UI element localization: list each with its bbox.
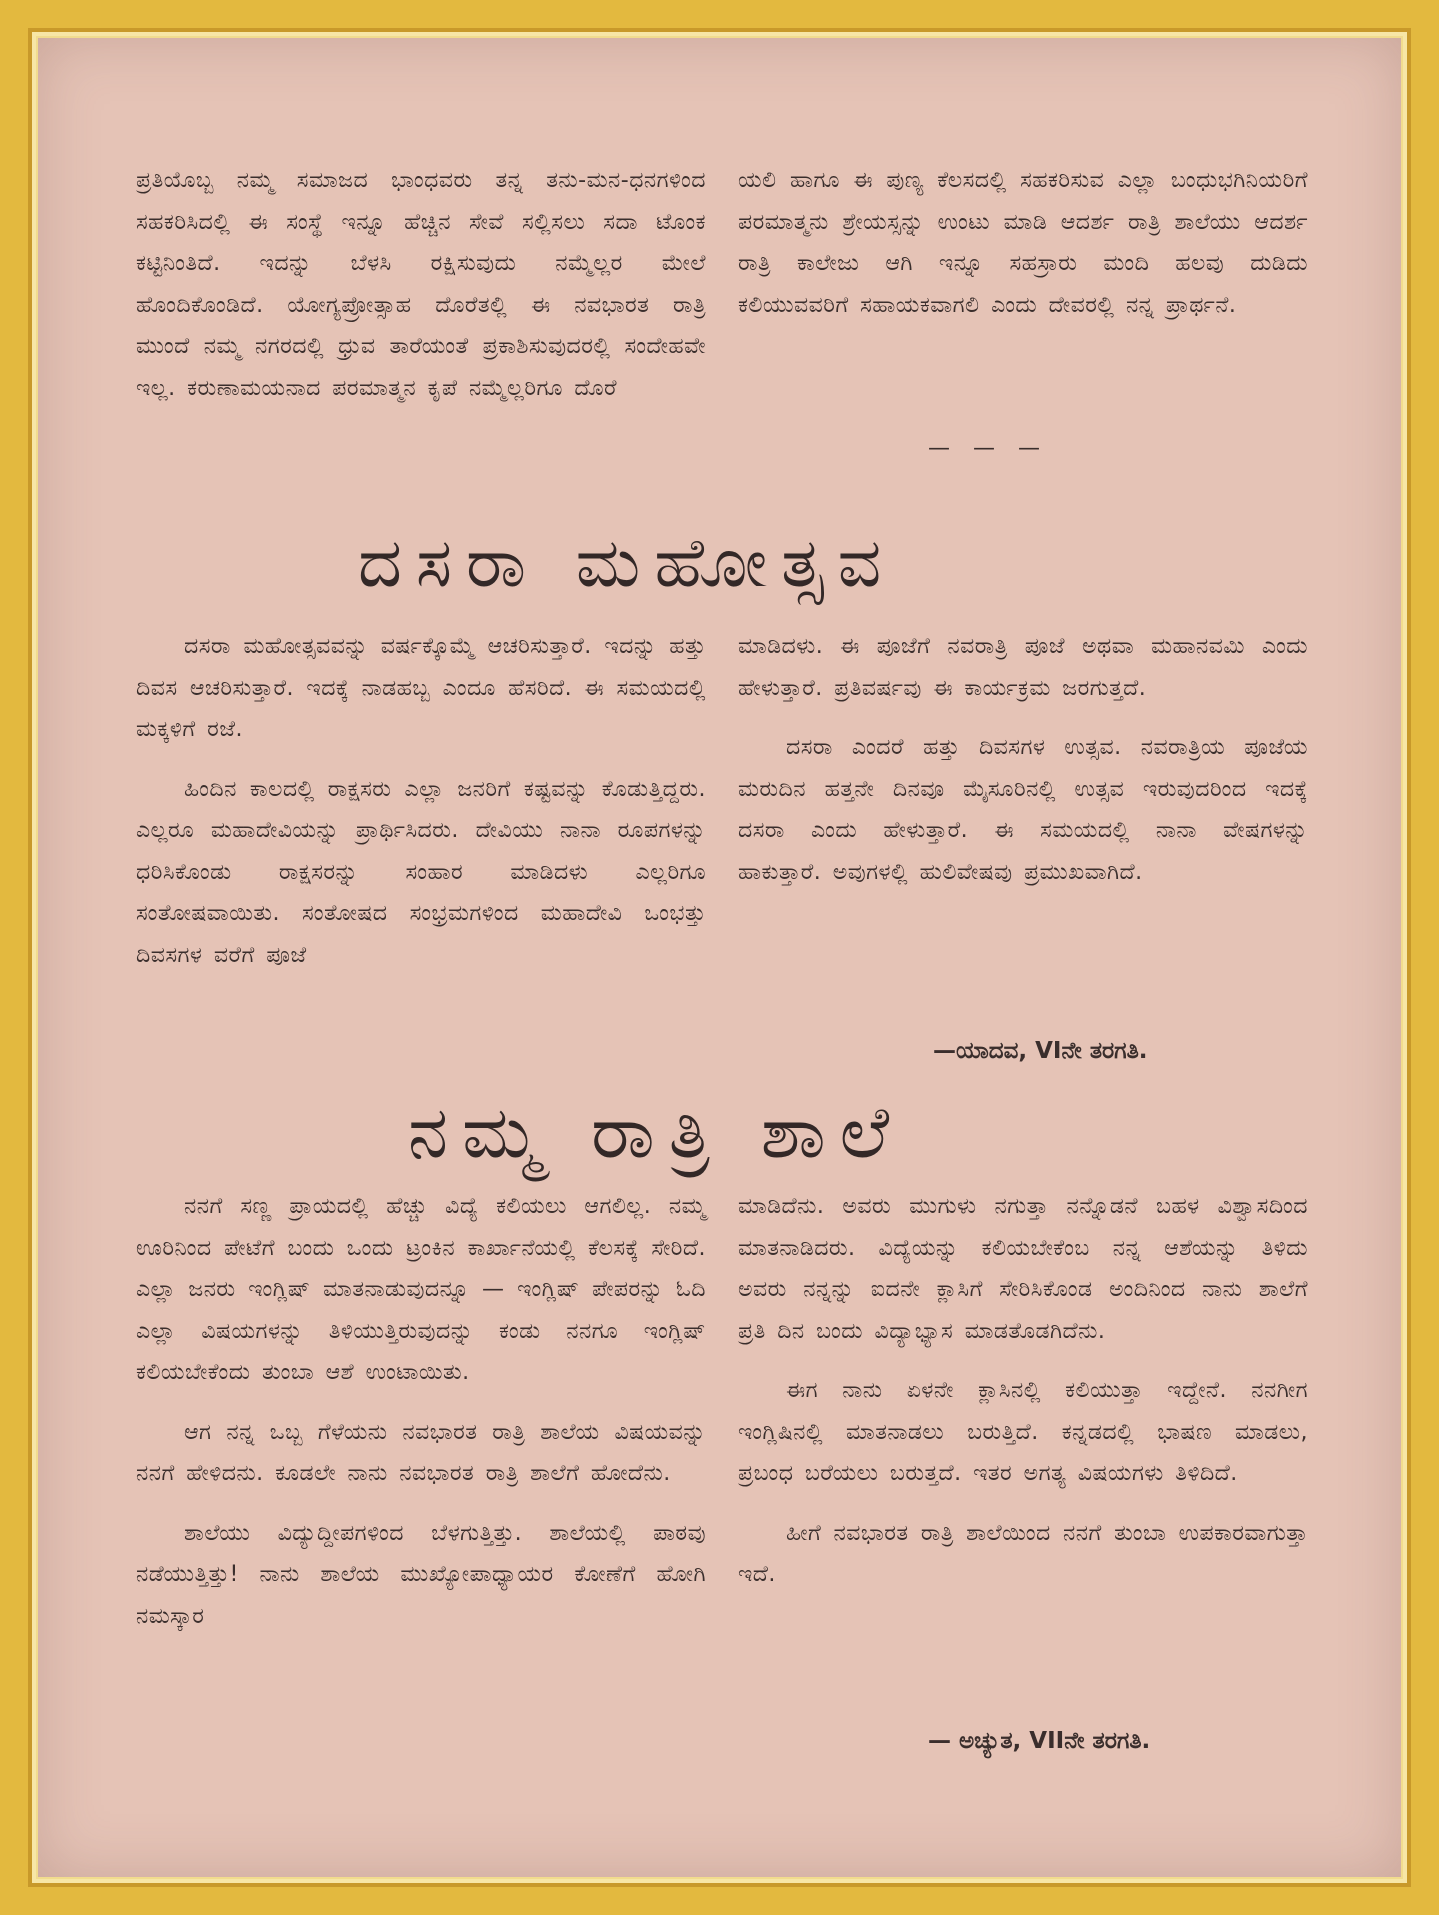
dasara-paragraph-2: ಹಿಂದಿನ ಕಾಲದಲ್ಲಿ ರಾಕ್ಷಸರು ಎಲ್ಲಾ ಜನರಿಗೆ ಕಷ್ಟವನ್ನು ಕೊಡುತ್ತಿದ್ದರು. ಎಲ್ಲರೂ ಮಹಾದೇವಿಯನ್ನು ಪ್ರಾರ್ಥಿಸಿದರು. ದೇವಿಯು ನಾನಾ ರೂಪಗಳನ್ನು ಧರಿಸಿಕೊಂಡು ರಾಕ್ಷಸರನ್ನು ಸಂಹಾರ ಮಾಡಿದಳು ಎಲ್ಲರಿಗೂ ಸಂತೋಷವಾಯಿತು. ಸಂತೋಷದ ಸಂಭ್ರಮಗಳಿಂದ ಮಹಾದೇವಿ ಒಂಭತ್ತು ದಿವಸಗಳ ವರೆಗೆ ಪೂಜೆ — [136, 776, 706, 968]
night-school-paragraph-3: ಶಾಲೆಯು ವಿದ್ಯುದ್ದೀಪಗಳಿಂದ ಬೆಳಗುತ್ತಿತ್ತು. ಶಾಲೆಯಲ್ಲಿ ಪಾಠವು ನಡೆಯುತ್ತಿತ್ತು! ನಾನು ಶಾಲೆಯ ಮುಖ್ಯೋಪಾಧ್ಯಾಯರ ಕೋಣೆಗೆ ಹೋಗಿ ನಮಸ್ಕಾರ — [136, 1520, 706, 1629]
dasara-paragraph-3: ಮಾಡಿದಳು. ಈ ಪೂಜೆಗೆ ನವರಾತ್ರಿ ಪೂಜೆ ಅಥವಾ ಮಹಾನವಮಿ ಎಂದು ಹೇಳುತ್ತಾರೆ. ಪ್ರತಿವರ್ಷವು ಈ ಕಾರ್ಯಕ್ರಮ ಜರಗುತ್ತದೆ. — [738, 634, 1308, 701]
night-school-paragraph-2: ಆಗ ನನ್ನ ಒಬ್ಬ ಗೆಳೆಯನು ನವಭಾರತ ರಾತ್ರಿ ಶಾಲೆಯ ವಿಷಯವನ್ನು ನನಗೆ ಹೇಳಿದನು. ಕೂಡಲೇ ನಾನು ನವಭಾರತ ರಾತ್ರಿ ಶಾಲೆಗೆ ಹೋದೆನು. — [136, 1419, 706, 1486]
dasara-title: ದಸರಾ ಮಹೋತ್ಸವ — [358, 524, 896, 603]
dasara-paragraph-4: ದಸರಾ ಎಂದರೆ ಹತ್ತು ದಿವಸಗಳ ಉತ್ಸವ. ನವರಾತ್ರಿಯ ಪೂಜೆಯ ಮರುದಿನ ಹತ್ತನೇ ದಿನವೂ ಮೈಸೂರಿನಲ್ಲಿ ಉತ್ಸವ ಇರುವುದರಿಂದ ಇದಕ್ಕೆ ದಸರಾ ಎಂದು ಹೇಳುತ್ತಾರೆ. ಈ ಸಮಯದಲ್ಲಿ ನಾನಾ ವೇಷಗಳನ್ನು ಹಾಕುತ್ತಾರೆ. ಅವುಗಳಲ್ಲಿ ಹುಲಿವೇಷವು ಪ್ರಮುಖವಾಗಿದೆ. — [738, 735, 1308, 885]
night-school-right-column — [738, 1186, 1308, 1596]
night-school-left-column — [136, 1186, 706, 1637]
night-school-paragraph-6: ಹೀಗೆ ನವಭಾರತ ರಾತ್ರಿ ಶಾಲೆಯಿಂದ ನನಗೆ ತುಂಬಾ ಉಪಕಾರವಾಗುತ್ತಾ ಇದೆ. — [738, 1520, 1308, 1587]
dasara-left-column — [136, 626, 706, 976]
intro-right-column: ಯಲಿ ಹಾಗೂ ಈ ಪುಣ್ಯ ಕೆಲಸದಲ್ಲಿ ಸಹಕರಿಸುವ ಎಲ್ಲಾ ಬಂಧುಭಗಿನಿಯರಿಗೆ ಪರಮಾತ್ಮನು ಶ್ರೇಯಸ್ಸನ್ನು ಉಂಟು ಮಾಡಿ ಆದರ್ಶ ರಾತ್ರಿ ಶಾಲೆಯು ಆದರ್ಶ ರಾತ್ರಿ ಕಾಲೇಜು ಆಗಿ ಇನ್ನೂ ಸಹಸ್ರಾರು ಮಂದಿ ಹಲವು ದುಡಿದು ಕಲಿಯುವವರಿಗೆ ಸಹಾಯಕವಾಗಲಿ ಎಂದು ದೇವರಲ್ಲಿ ನನ್ನ ಪ್ರಾರ್ಥನೆ. — [738, 168, 1308, 318]
night-school-paragraph-4: ಮಾಡಿದೆನು. ಅವರು ಮುಗುಳು ನಗುತ್ತಾ ನನ್ನೊಡನೆ ಬಹಳ ವಿಶ್ವಾಸದಿಂದ ಮಾತನಾಡಿದರು. ವಿದ್ಯೆಯನ್ನು ಕಲಿಯಬೇಕೆಂಬ ನನ್ನ ಆಶೆಯನ್ನು ತಿಳಿದು ಅವರು ನನ್ನನ್ನು ಐದನೇ ಕ್ಲಾಸಿಗೆ ಸೇರಿಸಿಕೊಂಡ ಅಂದಿನಿಂದ ನಾನು ಶಾಲೆಗೆ ಪ್ರತಿ ದಿನ ಬಂದು ವಿದ್ಯಾಭ್ಯಾಸ ಮಾಡತೊಡಗಿದೆನು. — [738, 1194, 1308, 1344]
night-school-paragraph-1: ನನಗೆ ಸಣ್ಣ ಪ್ರಾಯದಲ್ಲಿ ಹೆಚ್ಚು ವಿದ್ಯೆ ಕಲಿಯಲು ಆಗಲಿಲ್ಲ. ನಮ್ಮ ಊರಿನಿಂದ ಪೇಟೆಗೆ ಬಂದು ಒಂದು ಟ್ರಂಕಿನ ಕಾರ್ಖಾನೆಯಲ್ಲಿ ಕೆಲಸಕ್ಕೆ ಸೇರಿದೆ. ಎಲ್ಲಾ ಜನರು ಇಂಗ್ಲಿಷ್ ಮಾತನಾಡುವುದನ್ನೂ — ಇಂಗ್ಲಿಷ್ ಪೇಪರನ್ನು ಓದಿ ಎಲ್ಲಾ ವಿಷಯಗಳನ್ನು ತಿಳಿಯುತ್ತಿರುವುದನ್ನು ಕಂಡು ನನಗೂ ಇಂಗ್ಲಿಷ್ ಕಲಿಯಬೇಕೆಂದು ತುಂಬಾ ಆಶೆ ಉಂಟಾಯಿತು. — [136, 1194, 706, 1385]
dasara-signature: —ಯಾದವ, VIನೇ ತರಗತಿ. — [933, 1038, 1148, 1064]
dasara-paragraph-1: ದಸರಾ ಮಹೋತ್ಸವವನ್ನು ವರ್ಷಕ್ಕೊಮ್ಮೆ ಆಚರಿಸುತ್ತಾರೆ. ಇದನ್ನು ಹತ್ತು ದಿವಸ ಆಚರಿಸುತ್ತಾರೆ. ಇದಕ್ಕೆ ನಾಡಹಬ್ಬ ಎಂದೂ ಹೆಸರಿದೆ. ಈ ಸಮಯದಲ್ಲಿ ಮಕ್ಕಳಿಗೆ ರಜೆ. — [136, 634, 706, 742]
night-school-title: ನಮ್ಮ ರಾತ್ರಿ ಶಾಲೆ — [408, 1090, 904, 1174]
dasara-right-column — [738, 626, 1308, 893]
newsletter-page — [38, 38, 1401, 1877]
night-school-paragraph-5: ಈಗ ನಾನು ಏಳನೇ ಕ್ಲಾಸಿನಲ್ಲಿ ಕಲಿಯುತ್ತಾ ಇದ್ದೇನೆ. ನನಗೀಗ ಇಂಗ್ಲಿಷಿನಲ್ಲಿ ಮಾತನಾಡಲು ಬರುತ್ತಿದೆ. ಕನ್ನಡದಲ್ಲಿ ಭಾಷಣ ಮಾಡಲು, ಪ್ರಬಂಧ ಬರೆಯಲು ಬರುತ್ತದೆ. ಇತರ ಅಗತ್ಯ ವಿಷಯಗಳು ತಿಳಿದಿದೆ. — [738, 1378, 1308, 1486]
night-school-signature: — ಅಚ್ಯುತ, VIIನೇ ತರಗತಿ. — [928, 1728, 1151, 1754]
intro-left-column: ಪ್ರತಿಯೊಬ್ಬ ನಮ್ಮ ಸಮಾಜದ ಭಾಂಧವರು ತನ್ನ ತನು-ಮನ-ಧನಗಳಿಂದ ಸಹಕರಿಸಿದಲ್ಲಿ ಈ ಸಂಸ್ಥೆ ಇನ್ನೂ ಹೆಚ್ಚಿನ ಸೇವೆ ಸಲ್ಲಿಸಲು ಸದಾ ಟೊಂಕ ಕಟ್ಟಿನಿಂತಿದೆ. ಇದನ್ನು ಬೆಳಸಿ ರಕ್ಷಿಸುವುದು ನಮ್ಮೆಲ್ಲರ ಮೇಲೆ ಹೊಂದಿಕೊಂಡಿದೆ. ಯೋಗ್ಯಪ್ರೋತ್ಸಾಹ ದೊರೆತಲ್ಲಿ ಈ ನವಭಾರತ ರಾತ್ರಿ ಮುಂದೆ ನಮ್ಮ ನಗರದಲ್ಲಿ ಧ್ರುವ ತಾರೆಯಂತೆ ಪ್ರಕಾಶಿಸುವುದರಲ್ಲಿ ಸಂದೇಹವೇ ಇಲ್ಲ. ಕರುಣಾಮಯನಾದ ಪರಮಾತ್ಮನ ಕೃಪೆ ನಮ್ಮೆಲ್ಲರಿಗೂ ದೊರೆ — [136, 168, 706, 401]
section-separator: — — — — [928, 436, 1048, 461]
